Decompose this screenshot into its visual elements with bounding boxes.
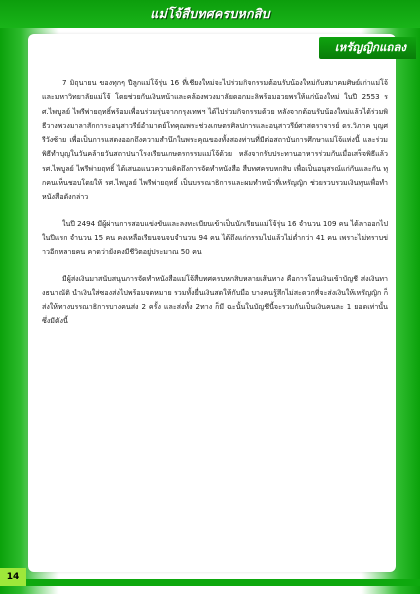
paragraph: ในปี 2494 มีผู้ผ่านการสอบแข่งขันและลงทะเบียนเข้าเป็นนักเรียนแม่โจ้รุ่น 16 จำนวน 109 คน ได้ลาออกไปในปีแรก จำนวน 15 คน คงเหลือเรียนจนจบจำนวน 94 คน ได้ถึงแก่กรรมไปแล้วไม่ต่ำกว่า 41 คน เพราะไม่ทราบข่าวอีกหลายคน คาดว่ายังคงมีชีวิตอยู่ประมาณ 50 คน: [42, 218, 388, 257]
paragraph: 7 มิถุนายน ของทุกๆ ปีลูกแม่โจ้รุ่น 16 ที่เชียงใหม่จะไปร่วมกิจกรรมต้อนรับน้องใหม่กับสมาคมศิษย์เก่าแม่โจ้และมหาวิทยาลัยแม่โจ้ โดยช่วยกันเงินหน้าและคล้องพวงมาลัยดอกมะลิพร้อมอวยพรให้แก่น้องใหม่ ในปี 2553 รศ.ไพบูลย์ ไพรีพ่ายฤทธิ์พร้อมเพื่อนร่วมรุ่นจากกรุงเทพฯ ได้ไปร่วมกิจกรรมด้วย หลังจากต้อนรับน้องใหม่แล้วได้ร่วมพิธีวางพวงมาลาสักการะอนุสาวรีย์อำมาตย์โทคุณพระช่วงเกษตรศิลปการและอนุสาวรีย์ศาสตราจารย์ ดร.วิภาค บุญศรีวังซ้าย เพื่อเป็นการแสดงออกถึงความสำนึกในพระคุณของทั้งสองท่านที่มีต่อสถาบันการศึกษาแม่โจ้แห่งนี้ และร่วมพิธีทำบุญในวันคล้ายวันสถาปนาโรงเรียนเกษตรกรรมแม่โจ้ด้วย หลังจากรับประทานอาหารร่วมกันเมื่อเสร็จพิธีแล้ว รศ.ไพบูลย์ ไพรีพ่ายฤทธิ์ ได้เสนอแนวความคิดถึงการจัดทำหนังสือ สืบทศครบหกสิบ เพื่อเป็นอนุสรณ์แก่กันและกัน ทุกคนเห็นชอบโดยให้ รศ.ไพบูลย์ ไพรีพ่ายฤทธิ์ เป็นบรรณาธิการและผมทำหน้าที่เหรัญญิก ช่วยรวบรวมเงินทุนเพื่อทำหนังสือดังกล่าว: [42, 78, 388, 202]
publication-title: แม่โจ้สืบทศครบหกสิบ: [150, 6, 270, 21]
page-number-box: [0, 568, 26, 586]
footer-bar: [26, 579, 420, 586]
section-tag: [319, 37, 416, 59]
section-tag-label: เหรัญญิกแถลง: [334, 40, 406, 54]
paragraph: มีผู้ส่งเงินมาสนับสนุนการจัดทำหนังสือแม่โจ้สืบทศครบหกสิบหลายเส้นทาง คือการโอนเงินเข้าบัญชี ส่งเงินทางธนาณัติ นำเงินใส่ซองส่งไปพร้อมจดหมาย รวมทั้งยื่นเงินสดให้กับมือ บางคนรู้สึกไม่สะดวกที่จะส่งเงินให้เหรัญญิก ก็ส่งให้ทางบรรณาธิการบางคนส่ง 2 ครั้ง และส่งทั้ง 2ทาง ก็มี ฉะนั้นในบัญชีนี้จะรวมกันเป็นเงินคนละ 1 ยอดเท่านั้น ซึ่งมีดังนี้: [42, 273, 388, 326]
page-header: [0, 0, 420, 28]
page-number: 14: [6, 572, 20, 582]
article-body: [42, 76, 388, 329]
